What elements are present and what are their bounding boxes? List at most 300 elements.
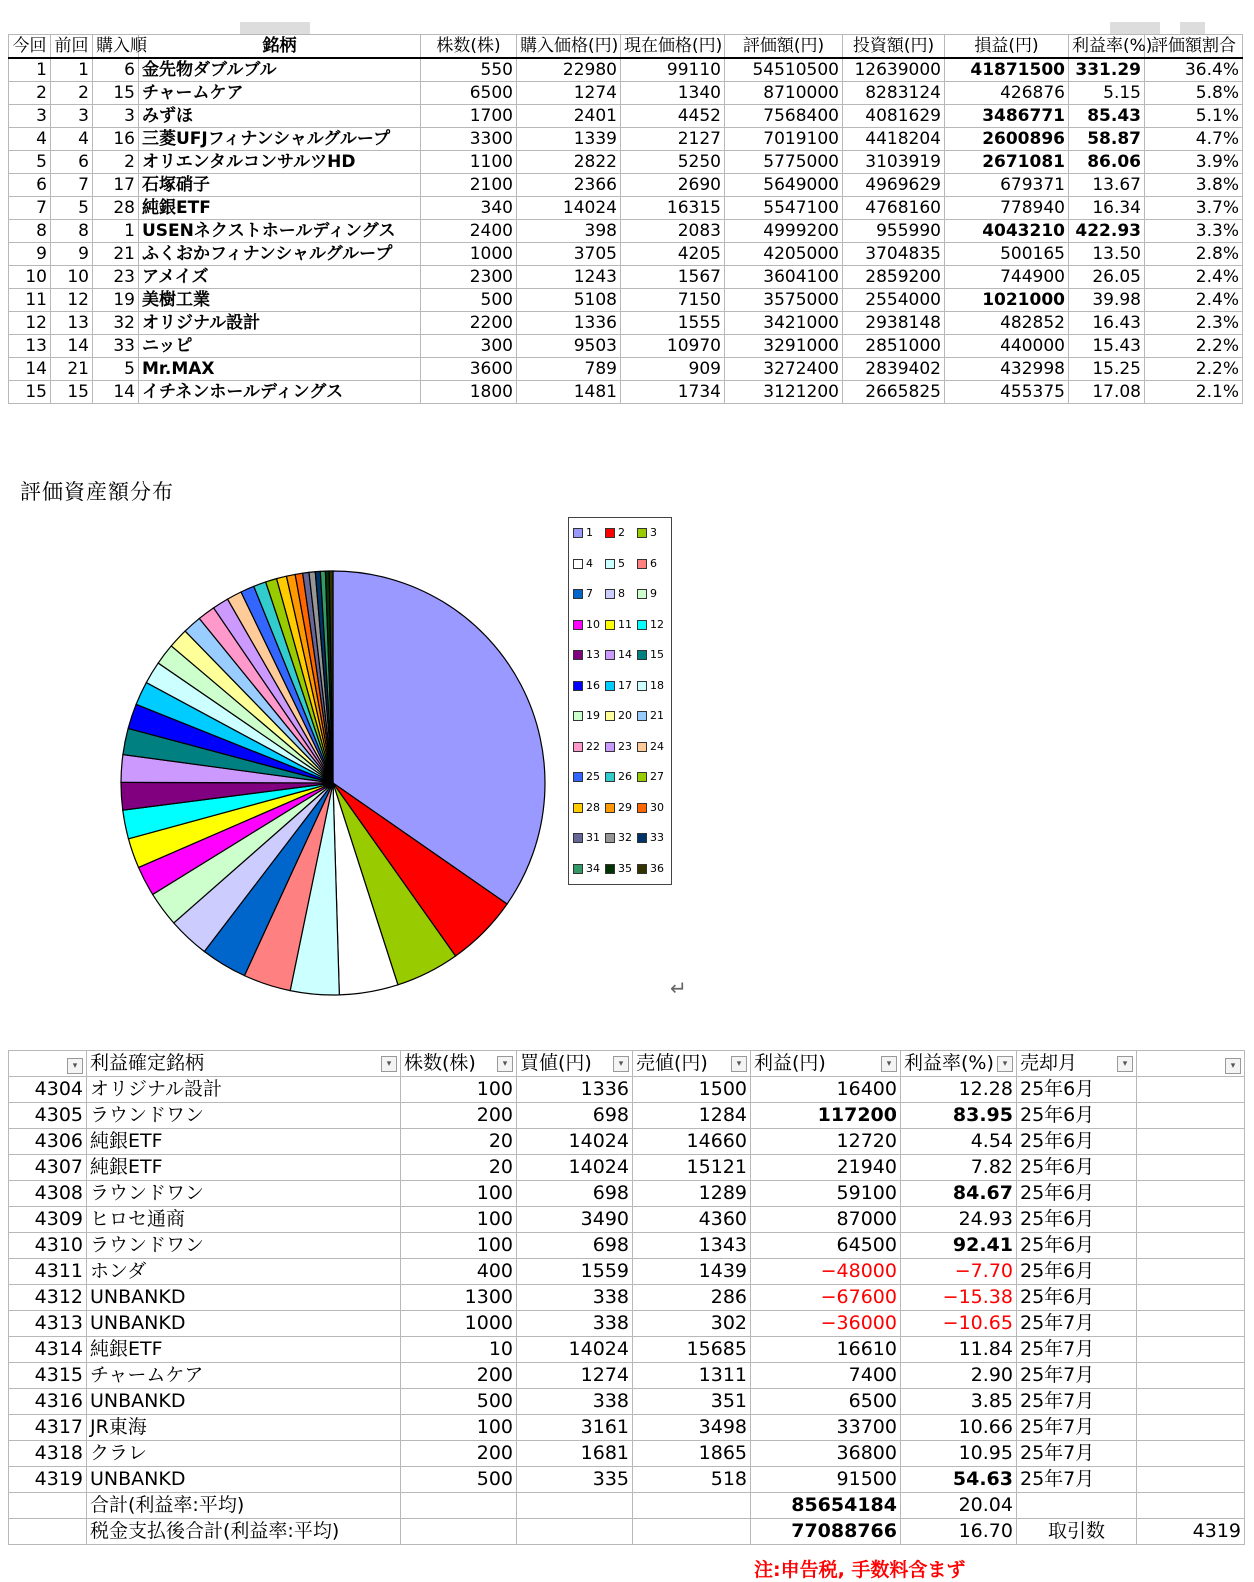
holdings-cell: 5 [93,358,139,381]
holdings-cell: 3486771 [945,105,1069,128]
holdings-cell: 2.4% [1145,289,1243,312]
holdings-cell: 5 [9,151,51,174]
legend-swatch [637,650,647,660]
holdings-cell: 5649000 [725,174,843,197]
closed-cell-empty [1137,1155,1245,1181]
holdings-cell: 6500 [421,82,517,105]
holdings-cell: 3272400 [725,358,843,381]
legend-item-29 [605,801,637,814]
holdings-cell: 2 [9,82,51,105]
holdings-cell: 41871500 [945,58,1069,82]
legend-swatch [637,711,647,721]
closed-cell: 59100 [751,1181,901,1207]
closed-cell: −15.38 [901,1285,1017,1311]
holdings-cell: 3.8% [1145,174,1243,197]
closed-cell: 1439 [633,1259,751,1285]
closed-cell: 1681 [517,1441,633,1467]
holdings-cell: 3291000 [725,335,843,358]
legend-swatch [573,559,583,569]
filter-dropdown-icon[interactable]: ▾ [881,1056,897,1072]
holdings-cell: 679371 [945,174,1069,197]
holdings-cell: 4.7% [1145,128,1243,151]
holdings-cell: 440000 [945,335,1069,358]
closed-cell-empty [517,1519,633,1545]
closed-cell-empty [9,1519,87,1545]
table-row [9,1233,1245,1259]
closed-cell: 20 [401,1155,517,1181]
closed-cell: 100 [401,1233,517,1259]
closed-cell: ラウンドワン [87,1233,401,1259]
holdings-cell: 2665825 [843,381,945,404]
legend-swatch [637,803,647,813]
holdings-cell: 482852 [945,312,1069,335]
holdings-cell: 14 [93,381,139,404]
chart-legend [568,517,672,885]
closed-cell: 14660 [633,1129,751,1155]
closed-cell: オリジナル設計 [87,1077,401,1103]
holdings-cell: 500165 [945,243,1069,266]
closed-cell: ラウンドワン [87,1181,401,1207]
closed-cell: 4319 [9,1467,87,1493]
closed-cell: 7.82 [901,1155,1017,1181]
holdings-cell: 5 [51,197,93,220]
closed-cell: 84.67 [901,1181,1017,1207]
holdings-cell: 8283124 [843,82,945,105]
holdings-header-cell: 銘柄 [139,35,421,59]
holdings-cell: 2.1% [1145,381,1243,404]
holdings-cell: 11 [9,289,51,312]
holdings-header-row [9,35,1243,59]
holdings-cell: オリジナル設計 [139,312,421,335]
legend-swatch [637,559,647,569]
closed-cell-empty [1137,1077,1245,1103]
closed-cell-empty [401,1493,517,1519]
total-row [9,1493,1245,1519]
closed-cell: 純銀ETF [87,1129,401,1155]
legend-label: 14 [618,648,632,661]
legend-item-24 [637,740,669,753]
closed-cell: 純銀ETF [87,1155,401,1181]
legend-item-26 [605,770,637,783]
holdings-cell: 4969629 [843,174,945,197]
holdings-cell: 2859200 [843,266,945,289]
holdings-cell: 1 [9,58,51,82]
legend-item-10 [573,618,605,631]
holdings-cell: 85.43 [1069,105,1145,128]
closed-cell: 302 [633,1311,751,1337]
closed-cell: 4311 [9,1259,87,1285]
legend-swatch [605,528,615,538]
legend-swatch [573,681,583,691]
holdings-cell: 2671081 [945,151,1069,174]
table-row [9,1311,1245,1337]
table-row [9,381,1243,404]
holdings-cell: ふくおかフィナンシャルグループ [139,243,421,266]
holdings-cell: 300 [421,335,517,358]
closed-header-label: 利益確定銘柄 [90,1052,205,1074]
holdings-cell: 美樹工業 [139,289,421,312]
legend-swatch [605,620,615,630]
table-row [9,197,1243,220]
holdings-cell: 331.29 [1069,58,1145,82]
legend-item-15 [637,648,669,661]
closed-header-label: 利益(円) [754,1052,826,1074]
closed-cell-empty [1137,1337,1245,1363]
after-tax-rate: 16.70 [901,1519,1017,1545]
holdings-cell: 3 [93,105,139,128]
legend-swatch [605,559,615,569]
table-row [9,128,1243,151]
legend-label: 6 [650,556,657,570]
filter-dropdown-icon[interactable]: ▾ [731,1056,747,1072]
legend-swatch [605,864,615,874]
closed-cell: 83.95 [901,1103,1017,1129]
holdings-cell: 12 [51,289,93,312]
closed-cell: 200 [401,1363,517,1389]
clipped-text-fragment [1110,22,1160,34]
holdings-cell: 4452 [621,105,725,128]
closed-cell-empty [1137,1233,1245,1259]
closed-cell: 1311 [633,1363,751,1389]
holdings-cell: 4205 [621,243,725,266]
legend-swatch [637,620,647,630]
closed-cell-empty [1137,1311,1245,1337]
holdings-cell: 426876 [945,82,1069,105]
closed-cell: 4309 [9,1207,87,1233]
holdings-header-cell: 購入価格(円) [517,35,621,59]
closed-cell: 4305 [9,1103,87,1129]
legend-row [573,831,669,845]
closed-cell: 25年6月 [1017,1285,1137,1311]
closed-cell-empty [633,1519,751,1545]
legend-row [573,557,669,571]
holdings-cell: 1340 [621,82,725,105]
legend-swatch [637,589,647,599]
closed-header-cell [751,1051,901,1077]
holdings-cell: 22980 [517,58,621,82]
legend-item-1 [573,526,605,539]
legend-label: 30 [650,800,664,814]
legend-item-30 [637,801,669,814]
closed-header-label: 買値(円) [520,1052,592,1074]
closed-cell: 25年6月 [1017,1129,1137,1155]
holdings-cell: 39.98 [1069,289,1145,312]
table-row [9,151,1243,174]
closed-cell: 4360 [633,1207,751,1233]
closed-cell-empty [633,1493,751,1519]
closed-positions-table [8,1050,1245,1545]
holdings-cell: 4 [51,128,93,151]
closed-cell: 4314 [9,1337,87,1363]
closed-cell: 14024 [517,1129,633,1155]
table-row [9,1389,1245,1415]
legend-swatch [573,803,583,813]
pie-chart [110,560,560,1010]
closed-cell: 54.63 [901,1467,1017,1493]
holdings-cell: 7150 [621,289,725,312]
closed-cell: 91500 [751,1467,901,1493]
legend-label: 33 [650,831,664,844]
closed-cell: ヒロセ通商 [87,1207,401,1233]
closed-header-label: 株数(株) [404,1052,476,1074]
table-row [9,266,1243,289]
closed-cell: 6500 [751,1389,901,1415]
holdings-cell: 2938148 [843,312,945,335]
legend-label: 25 [586,770,600,783]
holdings-cell: 4081629 [843,105,945,128]
legend-item-9 [637,587,669,600]
table-row [9,1181,1245,1207]
closed-cell-empty [1137,1363,1245,1389]
holdings-cell: 2851000 [843,335,945,358]
closed-cell: 16400 [751,1077,901,1103]
legend-label: 34 [586,861,600,875]
table-row [9,174,1243,197]
holdings-cell: 3 [9,105,51,128]
closed-cell: 4307 [9,1155,87,1181]
holdings-cell: 455375 [945,381,1069,404]
holdings-cell: 2554000 [843,289,945,312]
holdings-cell: 8 [9,220,51,243]
holdings-cell: 33 [93,335,139,358]
closed-cell: 25年7月 [1017,1363,1137,1389]
holdings-cell: チャームケア [139,82,421,105]
legend-item-13 [573,648,605,661]
holdings-table [8,34,1243,404]
table-row [9,1337,1245,1363]
holdings-cell: 2.2% [1145,335,1243,358]
holdings-cell: 10 [51,266,93,289]
legend-swatch [573,833,583,843]
return-mark: ↵ [670,976,687,1000]
holdings-cell: 純銀ETF [139,197,421,220]
filter-dropdown-icon[interactable]: ▾ [67,1058,83,1074]
closed-cell: 25年7月 [1017,1415,1137,1441]
filter-dropdown-icon[interactable]: ▾ [997,1056,1013,1072]
closed-cell-empty [1137,1415,1245,1441]
holdings-header-cell: 購入順 [93,35,139,59]
legend-label: 13 [586,648,600,661]
holdings-cell: 15 [93,82,139,105]
legend-item-2 [605,526,637,539]
closed-cell: 92.41 [901,1233,1017,1259]
legend-item-7 [573,587,605,600]
legend-label: 28 [586,800,600,814]
legend-item-4 [573,557,605,570]
holdings-cell: Mr.MAX [139,358,421,381]
holdings-cell: 744900 [945,266,1069,289]
closed-cell: 25年6月 [1017,1233,1137,1259]
closed-cell: 2.90 [901,1363,1017,1389]
legend-item-17 [605,679,637,692]
holdings-cell: イチネンホールディングス [139,381,421,404]
closed-cell: 15685 [633,1337,751,1363]
legend-label: 22 [586,739,600,753]
closed-cell-empty [1137,1441,1245,1467]
legend-swatch [573,589,583,599]
closed-cell: 25年6月 [1017,1155,1137,1181]
closed-cell: 4304 [9,1077,87,1103]
holdings-cell: 8710000 [725,82,843,105]
table-row [9,1363,1245,1389]
closed-cell-empty [1137,1181,1245,1207]
filter-dropdown-icon[interactable]: ▾ [613,1056,629,1072]
legend-swatch [605,772,615,782]
legend-swatch [605,681,615,691]
legend-item-36 [637,862,669,875]
holdings-cell: 1021000 [945,289,1069,312]
closed-cell: 100 [401,1207,517,1233]
legend-label: 26 [618,770,632,783]
closed-cell: 25年6月 [1017,1259,1137,1285]
table-row [9,289,1243,312]
legend-item-21 [637,709,669,722]
legend-row [573,526,669,540]
closed-cell: 286 [633,1285,751,1311]
holdings-header-cell: 投資額(円) [843,35,945,59]
table-row [9,1259,1245,1285]
closed-cell: 25年7月 [1017,1311,1137,1337]
legend-swatch [605,650,615,660]
closed-cell-empty [1137,1285,1245,1311]
holdings-cell: 432998 [945,358,1069,381]
filter-dropdown-icon[interactable]: ▾ [1225,1058,1241,1074]
legend-label: 18 [650,678,664,692]
holdings-cell: 2822 [517,151,621,174]
holdings-cell: 1274 [517,82,621,105]
closed-cell: −36000 [751,1311,901,1337]
closed-cell: 純銀ETF [87,1337,401,1363]
legend-label: 21 [650,709,664,722]
footnote: 注:申告税, 手数料含まず [754,1559,966,1581]
legend-item-22 [573,740,605,753]
legend-row [573,862,669,876]
closed-cell: 100 [401,1181,517,1207]
holdings-cell: 4 [9,128,51,151]
legend-row [573,587,669,601]
legend-item-18 [637,679,669,692]
holdings-cell: 1000 [421,243,517,266]
closed-cell: JR東海 [87,1415,401,1441]
legend-label: 3 [650,526,657,539]
table-row [9,1077,1245,1103]
holdings-cell: 15 [9,381,51,404]
table-row [9,358,1243,381]
holdings-cell: 6 [93,58,139,82]
trades-label: 取引数 [1017,1519,1137,1545]
table-row [9,1415,1245,1441]
table-row [9,58,1243,82]
holdings-cell: 5.8% [1145,82,1243,105]
closed-cell: 7400 [751,1363,901,1389]
holdings-cell: 21 [93,243,139,266]
closed-cell: 100 [401,1077,517,1103]
legend-item-5 [605,557,637,570]
legend-swatch [573,772,583,782]
holdings-cell: 9 [51,243,93,266]
filter-dropdown-icon[interactable]: ▾ [381,1056,397,1072]
holdings-cell: 7568400 [725,105,843,128]
closed-cell-empty [1137,1259,1245,1285]
legend-swatch [605,803,615,813]
closed-cell: 200 [401,1103,517,1129]
closed-cell: 4315 [9,1363,87,1389]
legend-label: 7 [586,587,593,600]
holdings-header-cell: 前回 [51,35,93,59]
closed-cell-empty [9,1493,87,1519]
holdings-cell: 16 [93,128,139,151]
closed-cell: UNBANKD [87,1311,401,1337]
filter-dropdown-icon[interactable]: ▾ [497,1056,513,1072]
closed-cell: 4306 [9,1129,87,1155]
legend-swatch [605,711,615,721]
holdings-cell: 三菱UFJフィナンシャルグループ [139,128,421,151]
closed-header-cell [9,1051,87,1077]
trades-value: 4319 [1137,1519,1245,1545]
closed-cell: 3161 [517,1415,633,1441]
holdings-cell: 58.87 [1069,128,1145,151]
legend-item-19 [573,709,605,722]
closed-header-label: 売却月 [1020,1052,1078,1074]
holdings-cell: 1734 [621,381,725,404]
closed-header-cell [517,1051,633,1077]
legend-label: 24 [650,739,664,753]
holdings-cell: オリエンタルコンサルツHD [139,151,421,174]
closed-cell: 4318 [9,1441,87,1467]
table-row [9,82,1243,105]
closed-cell: 518 [633,1467,751,1493]
holdings-cell: 10970 [621,335,725,358]
closed-cell: 25年7月 [1017,1389,1137,1415]
holdings-cell: 15.43 [1069,335,1145,358]
holdings-cell: 14 [9,358,51,381]
holdings-cell: 2 [93,151,139,174]
closed-cell: 698 [517,1233,633,1259]
closed-header-label: 売値(円) [636,1052,708,1074]
legend-swatch [637,772,647,782]
closed-cell: 117200 [751,1103,901,1129]
closed-cell: 338 [517,1311,633,1337]
legend-swatch [637,742,647,752]
closed-cell: ラウンドワン [87,1103,401,1129]
holdings-cell: 16.43 [1069,312,1145,335]
holdings-cell: 6 [51,151,93,174]
legend-swatch [605,589,615,599]
table-row [9,335,1243,358]
legend-label: 5 [618,556,625,570]
closed-cell: 21940 [751,1155,901,1181]
closed-cell: 4310 [9,1233,87,1259]
holdings-cell: 3.9% [1145,151,1243,174]
holdings-cell: 26.05 [1069,266,1145,289]
holdings-cell: 17.08 [1069,381,1145,404]
legend-label: 15 [650,648,664,661]
holdings-cell: 13 [51,312,93,335]
table-row [9,243,1243,266]
after-tax-row [9,1519,1245,1545]
closed-cell: 10.66 [901,1415,1017,1441]
legend-item-20 [605,709,637,722]
total-label: 合計(利益率:平均) [87,1493,401,1519]
table-row [9,105,1243,128]
closed-cell: 20 [401,1129,517,1155]
closed-cell: 12.28 [901,1077,1017,1103]
holdings-cell: 4768160 [843,197,945,220]
holdings-cell: 19 [93,289,139,312]
filter-dropdown-icon[interactable]: ▾ [1117,1056,1133,1072]
legend-swatch [605,742,615,752]
closed-cell: 1000 [401,1311,517,1337]
